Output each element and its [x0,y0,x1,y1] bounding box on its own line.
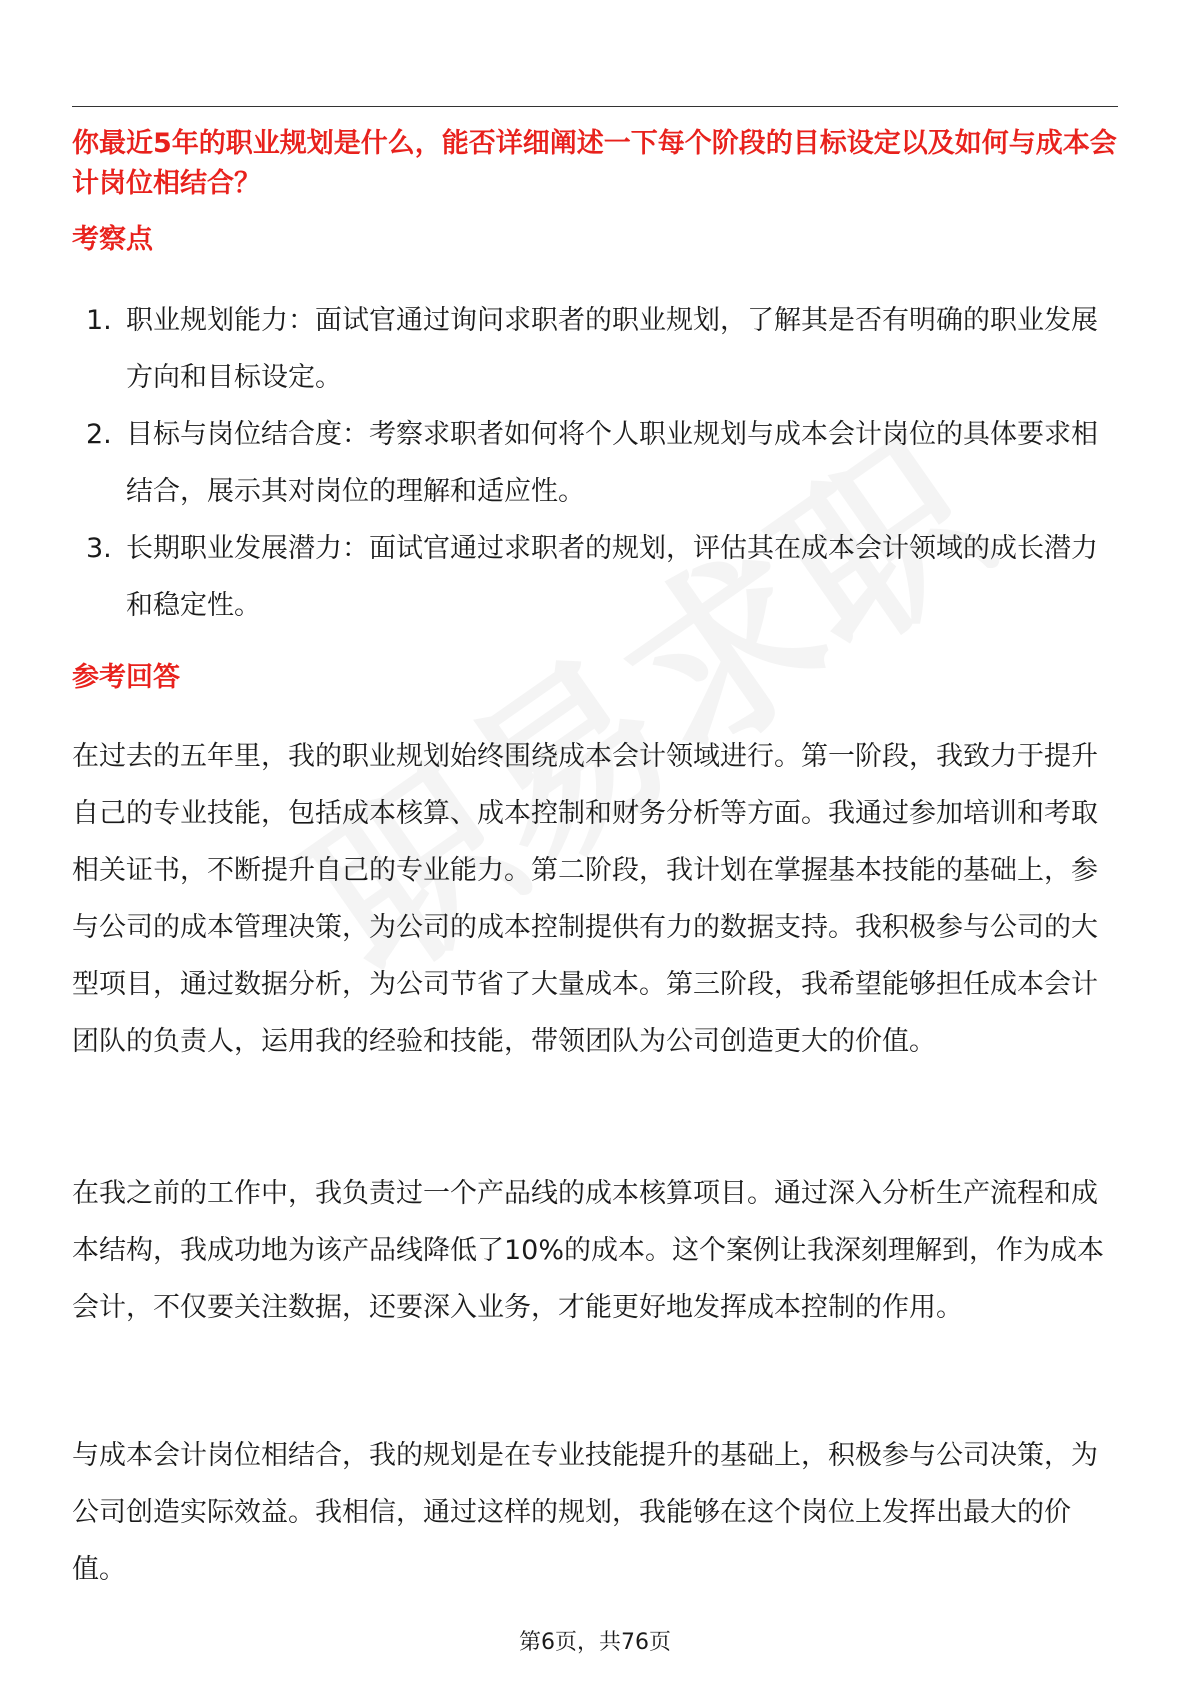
list-item-number: 2. [86,419,112,450]
list-item-number: 1. [86,305,112,336]
page-footer: 第6页，共76页 [519,1630,671,1655]
question-title: 你最近5年的职业规划是什么，能否详细阐述一下每个阶段的目标设定以及如何与成本会计岗位相结合？ [72,128,1117,199]
list-item [72,406,1118,520]
list-item-text: 目标与岗位结合度：考察求职者如何将个人职业规划与成本会计岗位的具体要求相结合，展示其对岗位的理解和适应性。 [126,419,1098,507]
list-item [72,520,1118,634]
answer-paragraph: 在过去的五年里，我的职业规划始终围绕成本会计领域进行。第一阶段，我致力于提升自己的专业技能，包括成本核算、成本控制和财务分析等方面。我通过参加培训和考取相关证书，不断提升自己的专业能力。第二阶段，我计划在掌握基本技能的基础上，参与公司的成本管理决策，为公司的成本控制提供有力的数据支持。我积极参与公司的大型项目，通过数据分析，为公司节省了大量成本。第三阶段，我希望能够担任成本会计团队的负责人，运用我的经验和技能，带领团队为公司创造更大的价值。 [72,741,1098,1057]
list-item-text: 职业规划能力：面试官通过询问求职者的职业规划，了解其是否有明确的职业发展方向和目标设定。 [126,305,1098,393]
points-heading: 考察点 [72,224,153,255]
top-divider [72,106,1118,107]
list-item-text: 长期职业发展潜力：面试官通过求职者的规划，评估其在成本会计领域的成长潜力和稳定性。 [126,533,1098,621]
list-item-number: 3. [86,533,112,564]
points-list [72,292,1118,634]
answer-paragraph: 在我之前的工作中，我负责过一个产品线的成本核算项目。通过深入分析生产流程和成本结构，我成功地为该产品线降低了10%的成本。这个案例让我深刻理解到，作为成本会计，不仅要关注数据，还要深入业务，才能更好地发挥成本控制的作用。 [72,1178,1105,1323]
answer-heading: 参考回答 [72,662,180,693]
answer-paragraph: 与成本会计岗位相结合，我的规划是在专业技能提升的基础上，积极参与公司决策，为公司创造实际效益。我相信，通过这样的规划，我能够在这个岗位上发挥出最大的价值。 [72,1440,1098,1585]
list-item [72,292,1118,406]
